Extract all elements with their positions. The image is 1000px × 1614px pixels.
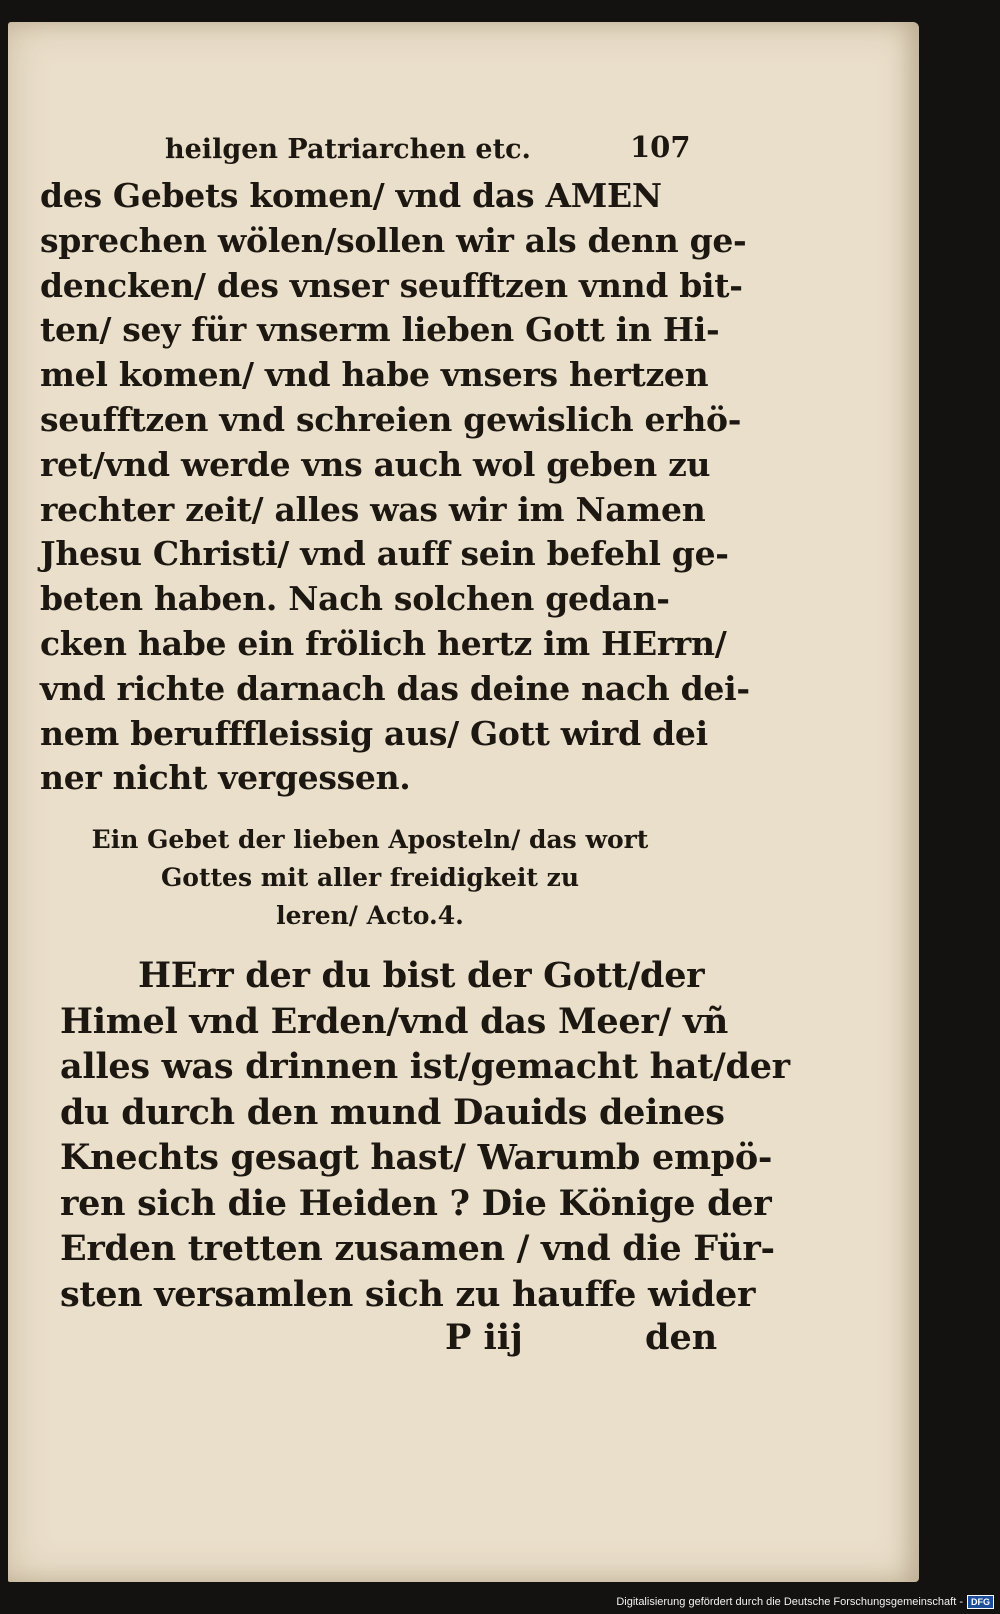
text-line: ret/vnd werde vns auch wol geben zu	[40, 444, 711, 484]
page-header	[40, 130, 740, 174]
section-heading	[40, 821, 700, 935]
running-title: heilgen Patriarchen etc.	[165, 134, 531, 165]
paragraph-2	[60, 953, 790, 1317]
text-line: Jhesu Christi/ vnd auff sein befehl ge-	[40, 534, 729, 574]
heading-line: Ein Gebet der lieben Aposteln/ das wort	[91, 825, 649, 855]
text-line: nem berufffleissig aus/ Gott wird dei	[40, 713, 708, 753]
text-line: sprechen wölen/sollen wir als denn ge-	[40, 220, 747, 260]
text-line: mel komen/ vnd habe vnsers hertzen	[40, 355, 709, 395]
text-line: des Gebets komen/ vnd das AMEN	[40, 176, 662, 215]
page-foot	[60, 1317, 740, 1363]
text-line: seufftzen vnd schreien gewislich erhö-	[40, 399, 742, 439]
funding-footer	[616, 1595, 994, 1609]
text-line: vnd richte darnach das deine nach dei-	[40, 668, 750, 708]
funding-text: Digitalisierung gefördert durch die Deutsche Forschungsgemeinschaft -	[616, 1596, 963, 1608]
text-line: dencken/ des vnser seufftzen vnnd bit-	[40, 265, 743, 305]
text-line: Erden tretten zusamen / vnd die Für-	[60, 1228, 775, 1270]
page-number: 107	[630, 130, 691, 164]
book-page	[8, 22, 919, 1582]
text-line: ren sich die Heiden ? Die Könige der	[60, 1182, 772, 1224]
text-line: du durch den mund Dauids deines	[60, 1091, 725, 1133]
signature-mark: P iij	[445, 1317, 523, 1359]
catchword: den	[645, 1317, 718, 1359]
paragraph-1	[40, 174, 750, 801]
heading-line: leren/ Acto.4.	[276, 901, 464, 931]
text-line: HErr der du bist der Gott/der	[138, 955, 705, 997]
text-line: alles was drinnen ist/gemacht hat/der	[60, 1046, 790, 1088]
text-line: Himel vnd Erden/vnd das Meer/ vñ	[60, 1000, 729, 1042]
dfg-logo: DFG	[967, 1595, 994, 1609]
text-line: rechter zeit/ alles was wir im Namen	[40, 489, 706, 529]
text-line: ner nicht vergessen.	[40, 758, 411, 798]
page-text	[40, 130, 790, 1363]
text-line: sten versamlen sich zu hauffe wider	[60, 1273, 756, 1315]
text-line: Knechts gesagt hast/ Warumb empö-	[60, 1137, 773, 1179]
text-line: beten haben. Nach solchen gedan-	[40, 579, 670, 619]
heading-line: Gottes mit aller freidigkeit zu	[160, 863, 580, 893]
text-line: cken habe ein frölich hertz im HErrn/	[40, 623, 727, 663]
text-line: ten/ sey für vnserm lieben Gott in Hi-	[40, 310, 720, 350]
